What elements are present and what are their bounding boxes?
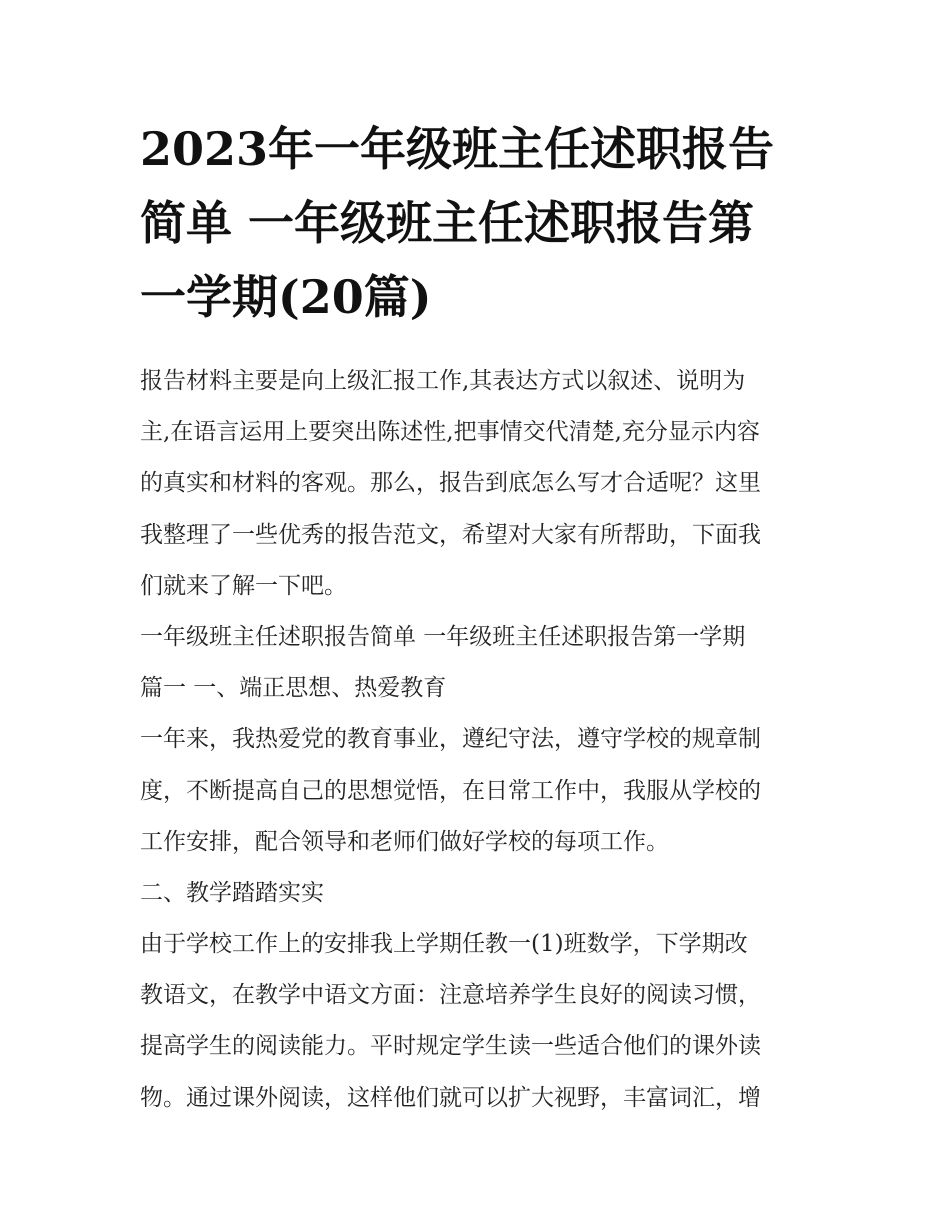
title-line: 2023年一年级班主任述职报告 — [140, 122, 775, 176]
subtitle-line: 一年级班主任述职报告简单 一年级班主任述职报告第一学期 — [140, 623, 746, 650]
intro-paragraph-line: 的真实和材料的客观。那么，报告到底怎么写才合适呢？这里 — [140, 470, 761, 497]
title-line: 简单 一年级班主任述职报告第 — [140, 196, 755, 250]
paragraph-line: 教语文，在教学中语文方面：注意培养学生良好的阅读习惯， — [140, 982, 761, 1009]
intro-paragraph-line: 报告材料主要是向上级汇报工作,其表达方式以叙述、说明为 — [140, 368, 746, 394]
intro-paragraph-line: 我整理了一些优秀的报告范文，希望对大家有所帮助，下面我 — [140, 521, 761, 548]
document-title — [140, 112, 820, 334]
paragraph-line: 物。通过课外阅读，这样他们就可以扩大视野，丰富词汇，增 — [140, 1084, 761, 1111]
section-heading: 二、教学踏踏实实 — [140, 879, 324, 906]
paragraph-line: 一年来，我热爱党的教育事业，遵纪守法，遵守学校的规章制 — [140, 726, 761, 753]
paragraph-line: 工作安排，配合领导和老师们做好学校的每项工作。 — [140, 828, 669, 855]
paragraph-line: 提高学生的阅读能力。平时规定学生读一些适合他们的课外读 — [140, 1033, 761, 1060]
title-line: 一学期(20篇) — [140, 270, 432, 324]
paragraph-line: 度，不断提高自己的思想觉悟，在日常工作中，我服从学校的 — [140, 777, 761, 804]
section-heading: 篇一 一、端正思想、热爱教育 — [140, 675, 447, 702]
document-body — [140, 356, 820, 1124]
intro-paragraph-line: 们就来了解一下吧。 — [140, 572, 347, 599]
intro-paragraph-line: 主,在语言运用上要突出陈述性,把事情交代清楚,充分显示内容 — [140, 419, 760, 446]
paragraph-line: 由于学校工作上的安排我上学期任教一(1)班数学，下学期改 — [140, 931, 748, 958]
